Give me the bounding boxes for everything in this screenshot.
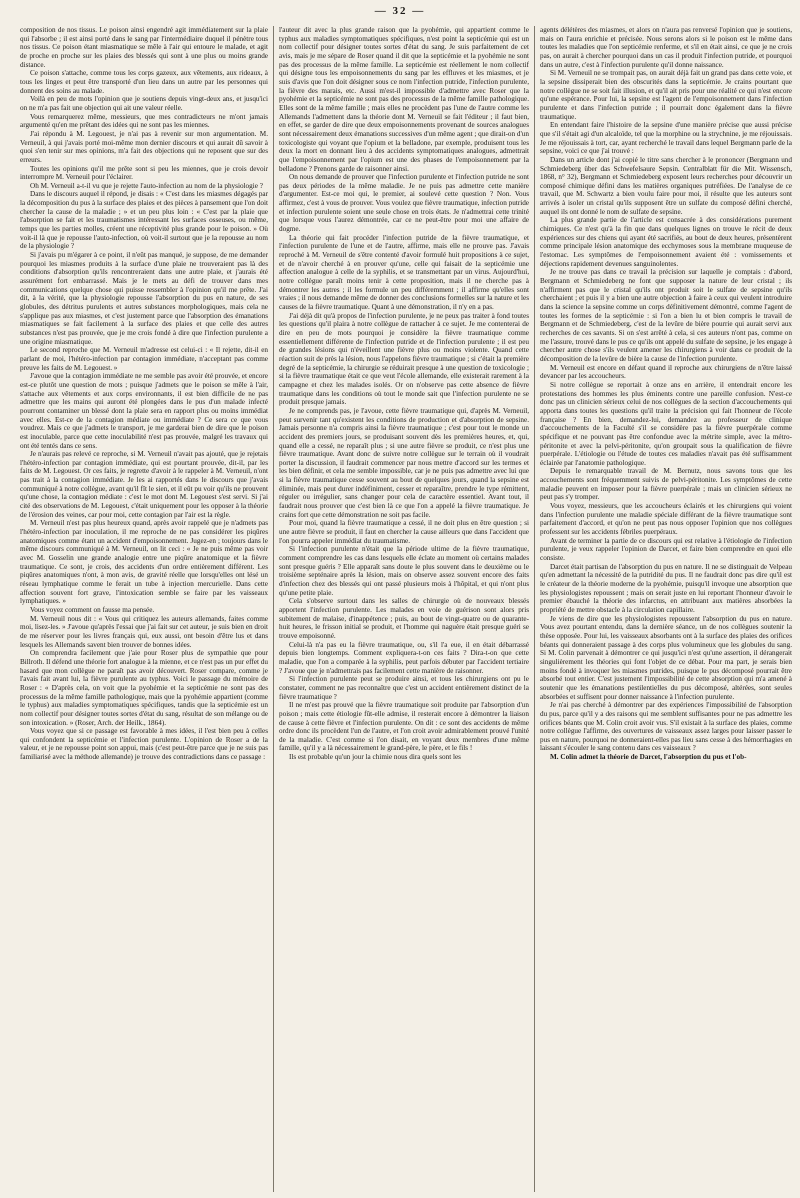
paragraph: Vous voyez que si ce passage est favorable à mes idées, il l'est bien peu à celles qui confondent la septicémie et l'infection purulente. L'opinion de Roser a de la valeur, et je ne repousse point son appui, mais (c'est peut-être parce que je ne suis pas familiarisé avec la méthode allemande) je trouve des contradictions dans ce passage : (20, 727, 268, 762)
paragraph: Si j'avais pu m'égarer à ce point, il n'eût pas manqué, je suppose, de me demander pourquoi les miasmes produits à la surface d'une plaie ne trouveraient pas là des conditions d'absorption qu'ils rencontreraient dans une autre plaie, et j'aurais été assurément fort embarrassé. Mais je le mets au défi de trouver dans mes communications quelque chose qui puisse ressembler à l'opinion qu'il me prête. J'ai dit, à la vérité, que la physiologie repousse l'absorption du pus en nature, de ses globules, des détritus purulents et autres substances morphologiques, mais cela ne s'applique pas aux miasmes, et c'est justement parce que l'absorption des émanations miasmatiques se fait facilement à la surface des plaies et que celle des autres substances n'est pas prouvée, que je me crois fondé à dire que l'infection purulente a une origine miasmatique. (20, 251, 268, 346)
paragraph: Si M. Verneuil ne se trompait pas, on aurait déjà fait un grand pas dans cette voie, et la sepsine dissiperait bien des obscurités dans la septicémie. Je crains pourtant que notre collègue ne se soit fait illusion, et qu'il ait pris pour une réalité ce qui n'est encore qu'une espérance. Pour lui, la sepsine est l'agent de l'empoisonnement dans l'infection purulente et dans l'infection putride ; il pourrait donc également dans la fièvre traumatique. (540, 69, 792, 121)
paragraph: Vous voyez comment on fausse ma pensée. (30, 605, 155, 614)
paragraph: Avant de terminer la partie de ce discours qui est relative à l'étiologie de l'infection purulente, je veux rappeler l'opinion de Darcet, et faire bien comprendre en quoi elle consiste. (540, 536, 792, 563)
paragraph: Celui-là n'a pas eu la fièvre traumatique, ou, s'il l'a eue, il en était débarrassé depuis bien longtemps. Comment expliquera-t-on ces faits ? Dira-t-on que cette maladie, que l'on a comparée à la syphilis, peut parfois débuter par l'accident tertiaire ? J'avoue que je n'admettrais pas facilement cette manière de raisonner. (279, 640, 529, 675)
paragraph: M. Colin admet la théorie de Darcet, l'absorption du pus et l'ob- (550, 753, 747, 762)
text-column-left (20, 26, 268, 1194)
paragraph: Ce poison s'attache, comme tous les corps gazeux, aux vêtements, aux rideaux, à tous les linges et peut être transporté d'un lieu dans un autre par les personnes qui donnent des soins au malade. (20, 69, 268, 95)
paragraph: Je viens de dire que les physiologistes repoussent l'absorption du pus en nature. Vous avez pourtant entendu, dans la dernière séance, un de nos collègues soutenir la thèse opposée. Pour lui, les vaisseaux absorbants ont à la surface des plaies des orifices béants qui donneraient passage à des corps plus volumineux que les globules du sang. Si M. Colin parvenait à démontrer ce qui jusqu'ici n'est qu'une assertion, il dérangerait singulièrement les théories qui font l'objet de ce débat. Pour ma part, je serais bien moins fondé à invoquer les miasmes putrides, puisque le pus décomposé pourrait être absorbé tout entier. C'est justement l'impossibilité de cette absorption qui m'a amené à soutenir que les émanations pestilentielles du pus décomposé, altérées, sont seules absorbées et suffisent pour donner naissance à l'infection purulente. (540, 614, 792, 701)
paragraph: En entendant faire l'histoire de la sepsine d'une manière précise que aussi précise que s'il s'était agi d'un alcaloïde, tel que la morphine ou la strychnine, je me réjouissais. Je me réjouissais à tort, car, ayant recherché le travail dans lequel Bergmann parle de la sepsine, voici ce que j'ai trouvé : (540, 121, 792, 156)
paragraph: Je n'ai pas cherché à démontrer par des expériences l'impossibilité de l'absorption du pus, parce qu'il y a des raisons qui me semblent suffisantes pour ne pas admettre les orifices béants que M. Colin croit avoir vus. S'il existait à la surface des plaies, comme notre collègue l'affirme, des ouvertures de vaisseaux assez larges pour laisser passer le pus en nature, pourquoi ne donneraient-elles pas lieu sans cesse à des hémorrhagies en laissant s'écouler le sang contenu dans ces vaisseaux ? (540, 701, 792, 753)
paragraph: On comprendra facilement que j'aie pour Roser plus de sympathie que pour Billroth. Il défend une théorie fort analogue à la mienne, et ce n'est pas un pur effet du hasard que mon collègue ne paraît pas avoir découvert. Roser compare, comme je l'avais fait avant lui, la fièvre purulente au typhus. Voici le passage du mémoire de Roser : « D'après cela, on voit que la pyohémie et la septicémie ne sont pas des processus de la même famille pathologique, mais que la pyohémie appartient (comme le typhus) aux maladies symptomatiques spécifiques, tandis que la septicémie est un nom collectif pour désigner toutes sortes d'état du sang, résultat de son mélange ou de son intoxication. » (Roser, Arch. der Heilk., 1864). (20, 649, 268, 727)
paragraph: On nous demande de prouver que l'infection purulente et l'infection putride ne sont pas deux périodes de la même maladie. Je ne puis pas admettre cette manière d'argumenter. Est-ce moi qui, le premier, ai soulevé cette question ? Non. Vous affirmez, c'est à vous de prouver. Vous voulez que fièvre traumatique, infection putride et infection purulente soient une seule chose en trois états. Je n'admettrai cette trinité que lorsque vous l'aurez démontrée, car ce ne peut-être pour moi une affaire de dogme. (279, 173, 529, 234)
paragraph: Oh M. Verneuil a-t-il vu que je rejette l'auto-infection au nom de la physiologie ? (30, 181, 263, 190)
paragraph: Toutes les opinions qu'il me prête sont si peu les miennes, que je crois devoir interrompre M. Verneuil pour l'éclairer. (20, 164, 268, 182)
paragraph: Dans le discours auquel il répond, je disais : « C'est dans les miasmes dégagés par la décomposition du pus à la surface des plaies et des pièces à pansement que l'on doit chercher la cause de la maladie ; » et un peu plus loin : « C'est par la plaie que l'absorption se fait et les traumatismes intéressant les surfaces osseuses, ou même, temps que les parties molles, créent une réceptivité plus grande pour le poison. » Où voit-il là que je repousse l'auto-infection, où voit-il surtout que je la repousse au nom de la physiologie ? (20, 190, 268, 251)
paragraph: Vous voyez, messieurs, que les accoucheurs éclairés et les chirurgiens qui voient dans l'infection purulente une maladie spéciale différant de la fièvre traumatique sont parfaitement d'accord, et qu'on ne peut pas nous opposer l'opinion que nos collègues professent sur les accidents fébriles puerpéraux. (540, 502, 792, 537)
paragraph: Cela s'observe surtout dans les salles de chirurgie où de nouveaux blessés apportent l'infection purulente. Les malades en voie de guérison sont alors pris subitement de malaise, d'inappétence ; puis, au bout de vingt-quatre ou de quarante-huit heures, le frisson initial se produit, et l'homme qui naguère était presque guéri se trouve empoisonné. (279, 597, 529, 640)
paragraph: Si l'infection purulente peut se produire ainsi, et tous les chirurgiens ont pu le constater, comment ne pas reconnaître que c'est un accident entièrement distinct de la fièvre traumatique ? (279, 675, 529, 701)
paragraph: Dans un article dont j'ai copié le titre sans chercher à le prononcer (Bergmann und Schmiedeberg über das Schwefelsaure Sepsin. Centralblatt für die Mit. Wissensch, 1868, n° 32), Bergmann et Schmiedeberg exposent leurs recherches pour découvrir un composé chimique défini dans les matières organiques putréfiées. De l'analyse de ce travail, que M. Schwartz a bien voulu faire pour moi, il résulte que les auteurs sont arrivés à isoler un cristal qu'ils supposent être un sulfate du composé défini cherché, auquel ils ont donné le nom de sulfate de sepsine. (540, 155, 792, 216)
paragraph: M. Verneuil nous dit : « Vous qui critiquez les auteurs allemands, faites comme moi, lisez-les. » J'avoue qu'après l'essai que j'ai fait sur cet auteur, je suis bien en droit de me réserver pour les livres français qui, eux aussi, ont besoin d'être lus et dans lesquels les Allemands savent bien trouver de bonnes idées. (20, 614, 268, 649)
paragraph: Darcet était partisan de l'absorption du pus en nature. Il ne se distinguait de Velpeau qu'en admettant la nécessité de la putridité du pus. Il ne faudrait donc pas dire qu'il est le créateur de la théorie moderne de la pyohémie, puisqu'il invoque une absorption que les physiologistes repoussent ; mais on serait juste en lui reportant l'honneur d'avoir le premier ébauché la théorie des infarctus, en attribuant aux matières absorbées la propriété de mettre obstacle à la circulation capillaire. (540, 562, 792, 614)
paragraph: M. Verneuil est encore en défaut quand il reproche aux chirurgiens de n'être laissé devancer par les accoucheurs. (540, 363, 792, 381)
page-number: — 32 — (374, 5, 426, 17)
paragraph: Si notre collègue se reportait à onze ans en arrière, il entendrait encore les protestations des hommes les plus éminents contre une pareille confusion. N'est-ce donc pas un clinicien sérieux celui de nos collègues de la section d'accouchements qui apporta dans toutes les questions qu'il traite la précision qui fait l'honneur de l'école française ? En bien, demandez-lui, demandez au professeur de clinique d'accouchements de la Faculté s'il se considère pas la fièvre puerpérale comme spécifique et ne pouvant pas être confondue avec la métrite simple, avec la métro-péritonite et avec la pelvi-péritonite, qu'on groupait sous la qualification de fièvre puerpérale. L'étiologie ou l'étude de toutes ces maladies n'avait pas été suffisamment éclairée par l'anatomie pathologique. (540, 380, 792, 467)
paragraph: l'auteur dit avec la plus grande raison que la pyohémie, qui appartient comme le typhus aux maladies symptomatiques spécifiques, n'est point la septicémie qui est un nom collectif pour désigner toutes sortes d'état du sang. Je suis parfaitement de cet avis, mais je me sépare de Roser quand il dit que la septicémie et la pyohémie ne sont pas des processus de la même famille. La septicémie est réellement le nom collectif qui désigne tous les empoisonnements du sang par les effluves et les miasmes, et je suis d'avis que l'on doit désigner sous ce nom l'infection putride, l'infection purulente, la fièvre des marais, etc. Aussi m'est-il impossible d'admettre avec Roser que la pyohémie et la septicémie ne sont pas des processus de la même famille pathologique. Elles sont de la même famille ; mais elles ne procèdent pas l'une de l'autre comme les Allemands l'admettent dans la théorie dont M. Verneuil se fait l'éditeur ; il faut bien, en effet, se garder de dire que deux empoisonnements provenant de sources analogues sont nécessairement deux émanations successives d'un même agent ; que dirait-on d'un toxicologiste qui voyant que l'opium et la belladone, par exemple, produisent tous les deux la mort en donnant lieu à des accidents symptomatiques analogues, admettrait que l'empoisonnement par l'opium est une des phases de l'empoisonnement par la belladone ? Prenons garde de raisonner ainsi. (279, 26, 529, 173)
paragraph: Je ne comprends pas, je l'avoue, cette fièvre traumatique qui, d'après M. Verneuil, peut survenir tant qu'existent les conditions de production et d'absorption de sepsine. Jamais personne n'a compris ainsi la fièvre traumatique ; c'est pour tout le monde un accident des premiers jours, se produisant souvent dès les premières heures, et, qui, quand elle a cessé, ne reparaît plus ; si une autre fièvre se produit, ce n'est plus une fièvre traumatique. Avant donc de suivre notre collègue sur le terrain où il voudrait porter la discussion, il faudrait commencer par nous mettre d'accord sur les termes et les bien définir, et cela me semble impossible, car je ne puis pas admettre avec lui que si la fièvre traumatique cesse souvent au bout de quelques jours, quand la sepsine est éliminée, mais peut durer indéfiniment, cesser et reparaître, prendre le type rémittent, réguler ou irrégulier, sans changer pour cela de caractère essentiel. Avant tout, il faudrait nous prouver que c'est bien là ce que l'on a appelé la fièvre traumatique. Je crains fort que cette démonstration ne soit pas facile. (279, 406, 529, 519)
paragraph: J'ai répondu à M. Legouest, je n'ai pas à revenir sur mon argumentation. M. Verneuil, à qui j'avais porté moi-même mon dernier discours et qui aurait dû savoir à quoi s'en tenir sur mes opinions, m'a fait des objections qui ne reposent que sur des erreurs. (20, 129, 268, 164)
paragraph: Je n'aurais pas relevé ce reproche, si M. Verneuil n'avait pas ajouté, que je rejetais l'hétéro-infection par contagion immédiate, qui est pourtant prouvée, dit-il, par les faits de M. Legouest. Or ces faits, je regrette d'avoir à le rappeler à M. Verneuil, n'ont pas trait à la contagion immédiate. Je les ai rapportés dans le discours que j'avais communiqué à notre collègue, avant qu'il fît le sien, et il eût pu voir qu'ils ne prouvent qu'une chose, la contagion médiate : c'est le mot dont M. Legouest s'est servi. Si j'ai cité des observations de M. Legouest, c'était uniquement pour les opposer à la théorie de l'érosion des veines, car pour moi, cette contagion par l'air est la règle. (20, 450, 268, 519)
paragraph: M. Verneuil n'est pas plus heureux quand, après avoir rappelé que je n'admets pas l'hétéro-infection par inoculation, il me reproche de ne pas considérer les piqûres anatomiques comme étant un accident d'empoisonnement. Jugez-en ; toujours dans le même discours communiqué à M. Verneuil, on lit ceci : « Je ne puis même pas voir avec M. Gosselin une grande analogie entre une piqûre anatomique et la fièvre traumatique. Ce sont, je crois, des accidents d'un ordre entièrement différent. Les piqûres anatomiques n'ont, à mon avis, de gravité réelle que lorsqu'elles ont lésé un réseau lymphatique comme le ferait un tube à injection mercurielle. Dans cette affection souvent fort grave, l'intoxication semble se faire par les vaisseaux lymphatiques. » (20, 519, 268, 606)
paragraph: Depuis le remarquable travail de M. Bernutz, nous savons tous que les accouchements sont fréquemment suivis de pelvi-péritonite. Les symptômes de cette maladie peuvent en imposer pour la fièvre puerpérale ; mais un clinicien sérieux ne peut pas s'y tromper. (540, 467, 792, 502)
text-column-right (540, 26, 792, 1194)
text-column-middle (279, 26, 529, 1194)
paragraph: agents délétères des miasmes, et alors on n'aura pas renversé l'opinion que je soutiens, mais on l'aura enrichie et précisée. Nous serons alors si le poison est le même dans toutes les maladies que l'on septicémie renferme, et s'il en était ainsi, ce que je ne crois pas, on aurait à chercher pourquoi dans un cas il produit l'infection putride, et pourquoi dans un autre, c'est à l'infection purulente qu'il donne naissance. (540, 26, 792, 69)
paragraph: Vous remarquerez même, messieurs, que mes contradicteurs ne m'ont jamais argumenté qu'en me prêtant des idées qui ne sont pas les miennes. (20, 112, 268, 130)
column-divider (273, 26, 274, 1192)
paragraph: composition de nos tissus. Le poison ainsi engendré agit immédiatement sur la plaie qui l'absorbe ; il est ainsi porté dans le sang par l'intermédiaire duquel il pénètre tous nos tissus. Ce poison étant miasmatique se mêle à l'air qui entoure le malade, et agit de proche en proche sur les plaies des blessés qui sont à une plus ou moins grande distance. (20, 26, 268, 69)
paragraph: Je ne trouve pas dans ce travail la précision sur laquelle je comptais : d'abord, Bergmann et Schmiedeberg ne font que supposer la nature de leur cristal ; ils n'affirment pas que le cristal qu'ils ont produit soit le sulfate de sepsine qu'ils cherchaient ; et puis il y a bien une autre objection à faire à ceux qui veulent introduire dans la science la sepsine comme un corps définitivement démontré, comme l'agent de toutes les formes de la septicémie : si l'on a bien lu et bien compris le travail de Bergmann et de Schmiedeberg, c'est de la levûre de bière pourrie qui aurait servi aux recherches de ces savants. Si on s'est arrêté à cela, si ces auteurs n'ont pas, comme on me l'assure, trouvé dans le pus ce qu'ils ont appelé du sulfate de sepsine, je les engage à chercher autre chose s'ils veulent amener les chirurgiens à voir dans ce produit de la décomposition de la levûre de bière la cause de l'infection purulente. (540, 268, 792, 363)
paragraph: La théorie qui fait procéder l'infection putride de la fièvre traumatique, et l'infection purulente de l'une et de l'autre, affirme, mais elle ne prouve pas. J'avais reproché à M. Verneuil de s'être contenté d'avoir formulé huit propositions à ce sujet, et de n'avoir cherché à en prouver qu'une, celle qui faisait de la septicémie une affection analogue à celle de la syphilis, et se transmettant par un virus. Aujourd'hui, notre collègue paraît moins tenir à cette proposition, mais il ne cherche pas à démontrer les autres ; il les formule un peu différemment ; il affirme qu'elles sont vraies ; il nous demande même de donner des conclusions formelles sur la nature et les causes de la fièvre traumatique. Quant à une démonstration, il n'y en a pas. (279, 233, 529, 311)
paragraph: Le second reproche que M. Verneuil m'adresse est celui-ci : « Il rejette, dit-il en parlant de moi, l'hétéro-infection par contagion immédiate, n'acceptant pas comme preuve les faits de M. Legouest. » (20, 346, 268, 372)
paragraph: Ils est probable qu'un jour la chimie nous dira quels sont les (289, 753, 461, 762)
paragraph: Pour moi, quand la fièvre traumatique a cessé, il ne doit plus en être question ; si une autre fièvre se produit, il faut en chercher la cause ailleurs que dans l'accident que l'on pourra appeler immédiat du traumatisme. (279, 519, 529, 545)
paragraph: Voilà en peu de mots l'opinion que je soutiens depuis vingt-deux ans, et jusqu'ici on ne m'a pas fait une objection qui ait une valeur réelle. (20, 95, 268, 112)
paragraph: J'ai déjà dit qu'à propos de l'infection purulente, je ne peux pas traiter à fond toutes les questions qu'il plaira à notre collègue de rattacher à ce sujet. Je me contenterai de dire en peu de mots pourquoi je considère la fièvre traumatique comme essentiellement différente de l'infection putride et de l'infection purulente ; il est peu de grandes lésions qui n'éveillent une fièvre plus ou moins violente. Quand cette réaction suit de près la lésion, nous l'appelons fièvre traumatique ; si c'était la première degré de la septicémie, la chirurgie se réduirait presque à une question de toxicologie ; si la fièvre traumatique était ce que veut l'école allemande, elle existerait rarement à la campagne et chez les malades isolés. Or on n'observe pas cette absence de fièvre traumatique dans les conditions où tout le monde sait que l'infection purulente ne se produit presque jamais. (279, 311, 529, 407)
paragraph: La plus grande partie de l'article est consacrée à des considérations purement chimiques. Ce n'est qu'à la fin que dans quelques lignes on trouve le récit de deux expériences sur des chiens qui ayant été sacrifiés, au bout de deux heures, présentèrent comme principale lésion anatomique des ecchymoses sous la membrane muqueuse de l'estomac. Les symptômes de l'empoisonnement avaient été : vomissements et déjections rapidement devenues sanguinolentes. (540, 216, 792, 268)
paragraph: Si l'infection purulente n'était que la période ultime de la fièvre traumatique, comment comprendre les cas dans lesquels elle éclate au moment où certains malades sont presque guéris ? Elle apparaît sans doute le plus souvent dans le deuxième ou le troisième septénaire après la lésion, mais on observe assez souvent encore des faits d'infection chez des blessés qui ont passé plusieurs mois à l'hôpital, et qui n'ont plus qu'une petite plaie. (279, 545, 529, 597)
paragraph: Il ne m'est pas prouvé que la fièvre traumatique soit produite par l'absorption d'un poison ; mais cette étiologie fût-elle admise, il resterait encore à démontrer la liaison de cause à cette fièvre et l'infection purulente. On dit : ce sont des accidents de même ordre donc ils procèdent l'un de l'autre, et l'on croit avoir admirablement prouvé l'unité de la maladie. C'est comme si l'on disait, en voyant deux membres d'une même famille, qu'il y a là nécessairement le grand-père, le père, et le fils ! (279, 701, 529, 753)
paragraph: J'avoue que la contagion immédiate ne me semble pas avoir été prouvée, et encore est-ce plutôt une question de mots ; puisque j'admets que le poison se mêle à l'air, s'attache aux vêtements et aux corps environnants, il est bien difficile de ne pas admettre que les mains qui auront été plongées dans le pus d'un malade infecté pourront contaminer un blessé dont la plaie sera en rapport plus ou moins immédiat avec elles. Est-ce de la contagion médiate ou immédiate ? Ce sera ce que vous voudrez. Mais ce que j'admets le transport, je me garderai bien de dire que le poison est inoculable, parce que cette inoculabilité n'est pas prouvée, malgré les travaux qui ont été tentés dans ce sens. (20, 372, 268, 450)
column-divider (534, 26, 535, 1192)
